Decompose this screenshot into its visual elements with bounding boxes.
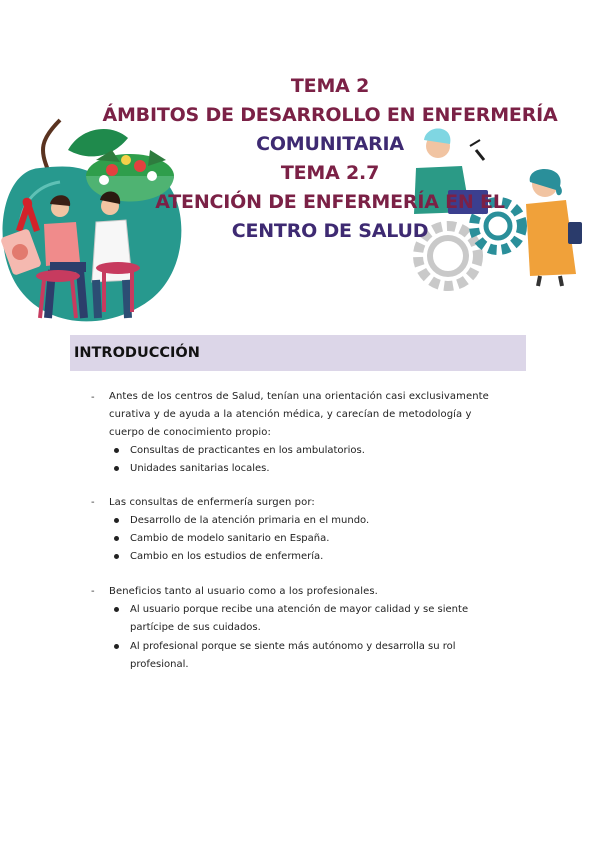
sub-bullet-text: Consultas de practicantes en los ambulatorios.: [130, 445, 365, 456]
title-line-6: CENTRO DE SALUD: [231, 220, 429, 242]
title-line-3: COMUNITARIA: [256, 133, 404, 155]
bullet-dot: [114, 448, 119, 453]
title-line-4: TEMA 2.7: [280, 162, 380, 184]
sub-bullet-text: Cambio en los estudios de enfermería.: [130, 551, 324, 562]
dash-marker: -: [91, 497, 95, 508]
sub-bullet-item: [130, 548, 490, 566]
sub-bullet-text: Al profesional porque se siente más autónomo y desarrolla su rol profesional.: [130, 641, 456, 670]
sub-bullet-item: [130, 601, 490, 637]
title-line-1: TEMA 2: [290, 75, 370, 97]
bullet-dot: [114, 518, 119, 523]
sub-bullet-item: [130, 442, 490, 460]
sub-bullet-item: [130, 530, 490, 548]
bullet-dot: [114, 466, 119, 471]
dash-marker: -: [91, 586, 95, 597]
title-line-2: ÁMBITOS DE DESARROLLO EN ENFERMERÍA: [102, 104, 558, 126]
bullet-dot: [114, 607, 119, 612]
section-heading: INTRODUCCIÓN: [74, 345, 200, 361]
sub-bullet-text: Cambio de modelo sanitario en España.: [130, 533, 330, 544]
dash-marker: -: [91, 392, 95, 403]
title-block: [60, 72, 600, 246]
sub-bullet-text: Al usuario porque recibe una atención de mayor calidad y se siente partícipe de sus cuidados.: [130, 604, 469, 633]
bullet-dot: [114, 644, 119, 649]
list-item-text: Beneficios tanto al usuario como a los profesionales.: [109, 586, 378, 597]
list-item-text: Las consultas de enfermería surgen por:: [109, 497, 315, 508]
sub-bullet-item: [130, 460, 490, 478]
list-item-text: Antes de los centros de Salud, tenían una orientación casi exclusivamente curativa y de ayuda a la atención médica, y carecían de metodología y cuerpo de conocimiento propio:: [109, 391, 489, 438]
bullet-dot: [114, 536, 119, 541]
sub-bullet-item: [130, 638, 490, 674]
section-heading-bar: [70, 335, 526, 371]
sub-bullet-text: Unidades sanitarias locales.: [130, 463, 270, 474]
sub-bullet-text: Desarrollo de la atención primaria en el mundo.: [130, 515, 370, 526]
title-line-5: ATENCIÓN DE ENFERMERÍA EN EL: [155, 191, 505, 213]
bullet-dot: [114, 554, 119, 559]
sub-bullet-item: [130, 512, 490, 530]
